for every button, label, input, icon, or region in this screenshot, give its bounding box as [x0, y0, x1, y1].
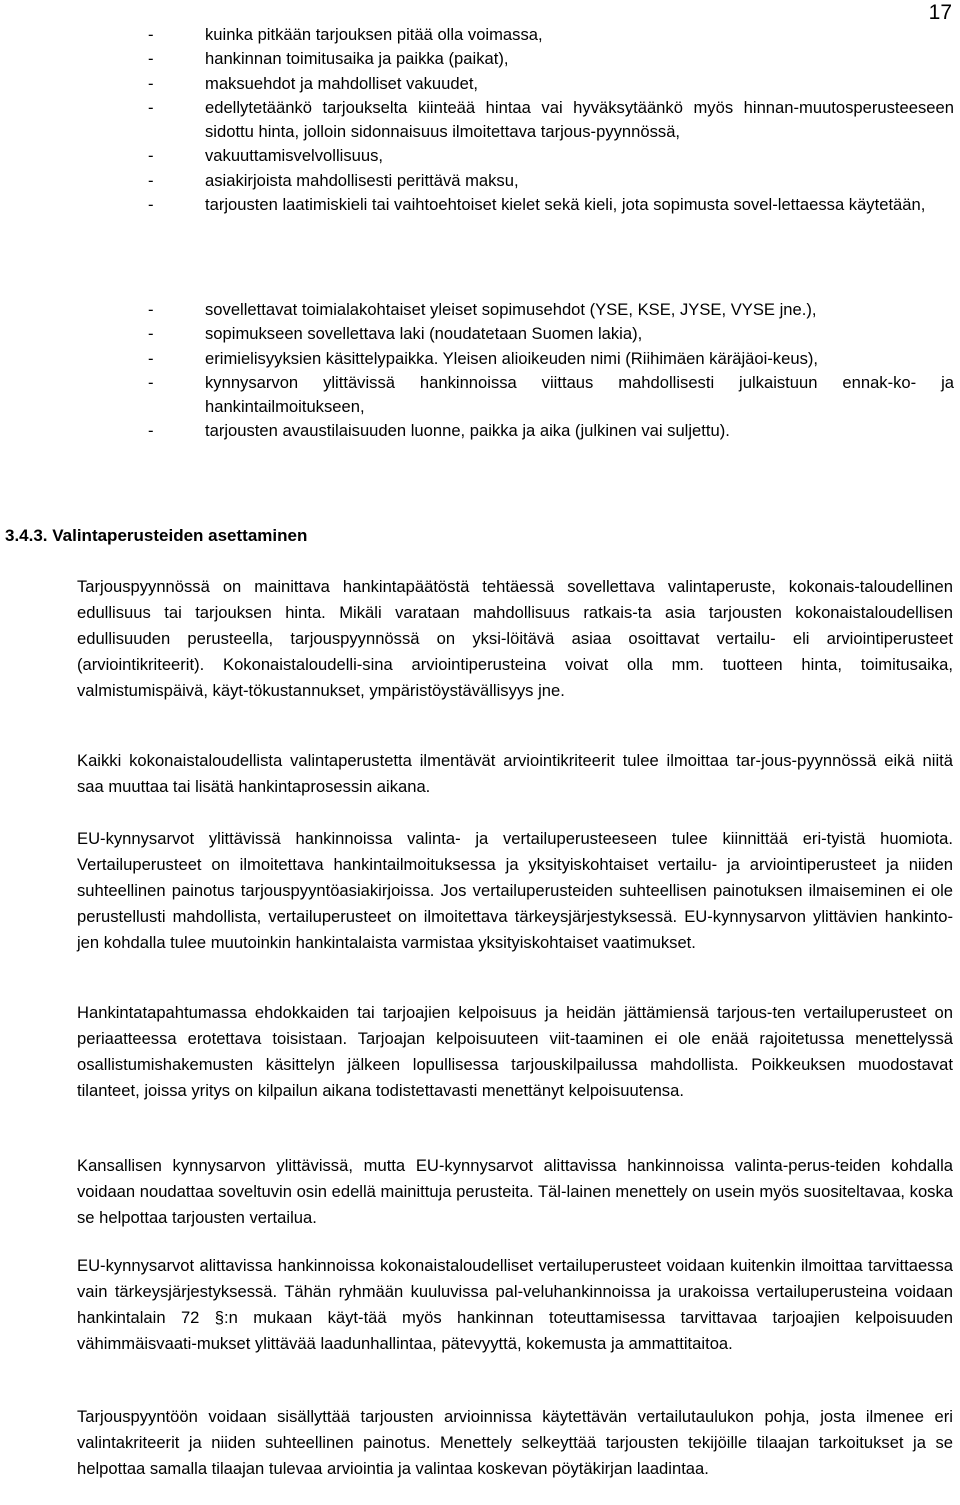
paragraph: Tarjouspyynnössä on mainittava hankintapäätöstä tehtäessä sovellettava valintaperuste, kokonais-taloudellinen edullisuus tai tarjouksen hinta. Mikäli varataan mahdollisuus ratkais-ta asia tarjousten kokonaistaloudellisen edullisuuden perusteella, tarjouspyynnössä on yksi-löitävä asiaa osoittavat vertailu- eli arviointiperusteet (arviointikriteerit). Kokonaistaloudelli-sina arviointiperusteina voivat olla mm. tuotteen hinta, toimitusaika, valmistumispäivä, käyt-tökustannukset, ympäristöystävällisyys jne. [77, 577, 953, 701]
paragraph: Hankintatapahtumassa ehdokkaiden tai tarjoajien kelpoisuus ja heidän jättämiensä tarjous-ten vertailuperusteet on periaatteessa erotettava toisistaan. Tarjoajan kelpoisuuteen viit-taaminen ei ole enää rajoitetussa menettelyssä osallistumishakemusten käsittelyn jälkeen lopullisessa tarjouskilpailussa mahdollista. Poikkeuksen muodostavat tilanteet, joissa yritys on kilpailun aikana todistettavasti menettänyt kelpoisuutensa. [77, 1003, 953, 1101]
list-item-text: maksuehdot ja mahdolliset vakuudet, [205, 73, 479, 93]
list-item-text: hankinnan toimitusaika ja paikka (paikat), [205, 49, 509, 69]
list-item-text: tarjousten laatimiskieli tai vaihtoehtoiset kielet sekä kieli, jota sopimusta sovel-lettaessa käytetään, [205, 195, 926, 215]
list-dash: - [148, 300, 154, 319]
list-item [148, 347, 954, 371]
list-item-text: sovellettavat toimialakohtaiset yleiset sopimusehdot (YSE, KSE, JYSE, VYSE jne.), [205, 300, 817, 319]
list-item [148, 419, 954, 443]
list-item-text: sopimukseen sovellettava laki (noudatetaan Suomen lakia), [205, 324, 643, 344]
list-item [148, 23, 954, 47]
list-item-text: vakuuttamisvelvollisuus, [205, 146, 383, 166]
list-dash: - [148, 195, 154, 215]
list-dash: - [148, 324, 154, 344]
list-item [148, 298, 954, 322]
list-item [148, 371, 954, 420]
list-dash: - [148, 348, 154, 368]
page-number: 17 [928, 1, 952, 24]
list-item-text: tarjousten avaustilaisuuden luonne, paikka ja aika (julkinen vai suljettu). [205, 421, 730, 441]
list-item-text: kynnysarvon ylittävissä hankinnoissa viittaus mahdollisesti julkaistuun ennak-ko- ja hankintailmoitukseen, [205, 372, 954, 417]
paragraph: Kaikki kokonaistaloudellista valintaperustetta ilmentävät arviointikriteerit tulee ilmoittaa tar-jous-pyynnössä eikä niitä saa muuttaa tai lisätä hankintaprosessin aikana. [77, 751, 953, 797]
list-item [148, 72, 954, 96]
list-dash: - [148, 372, 154, 392]
paragraph: Kansallisen kynnysarvon ylittävissä, mutta EU-kynnysarvot alittavissa hankinnoissa valinta-perus-teiden kohdalla voidaan noudattaa soveltuvin osin edellä mainittuja perusteita. Täl-lainen menettely on usein myös suositeltavaa, koska se helpottaa tarjousten vertailua. [77, 1156, 953, 1228]
list-item [148, 169, 954, 193]
list-item [148, 193, 954, 217]
list-dash: - [148, 25, 154, 44]
paragraph: EU-kynnysarvot ylittävissä hankinnoissa valinta- ja vertailuperusteeseen tulee kiinnittää eri-tyistä huomiota. Vertailuperusteet on ilmoitettava hankintailmoituksessa ja yksityiskohtaiset vertailu- ja arviointiperusteet ja niiden suhteellinen painotus tarjouspyyntöasiakirjoissa. Jos vertailuperusteiden suhteellisen painotuksen ilmaiseminen ei ole perustellusti mahdollista, vertailuperusteet on ilmoitettava tärkeysjärjestyksessä. EU-kynnysarvon ylittävien hankinto-jen kohdalla tulee muutoinkin hankintalaista varmistaa yksityiskohtaiset vaatimukset. [77, 829, 953, 953]
paragraph: Tarjouspyyntöön voidaan sisällyttää tarjousten arvioinnissa käytettävän vertailutaulukon pohja, josta ilmenee eri valintakriteerit ja niiden suhteellinen painotus. Menettely selkeyttää tarjousten tekijöille tilaajan tarkoitukset ja se helpottaa samalla tilaajan tulevaa arviointia ja valintaa koskevan pöytäkirjan laadintaa. [77, 1407, 953, 1479]
list-dash: - [148, 73, 154, 93]
list-item-text: edellytetäänkö tarjoukselta kiinteää hintaa vai hyväksytäänkö myös hinnan-muutosperusteeseen sidottu hinta, jolloin sidonnaisuus ilmoitettava tarjous-pyynnössä, [205, 97, 954, 142]
list-item [148, 96, 954, 145]
list-dash: - [148, 146, 154, 166]
requirements-list-2 [148, 298, 954, 444]
list-item [148, 322, 954, 346]
list-item-text: kuinka pitkään tarjouksen pitää olla voimassa, [205, 25, 543, 44]
list-item-text: erimielisyyksien käsittelypaikka. Yleisen alioikeuden nimi (Riihimäen käräjäoi-keus), [205, 348, 818, 368]
paragraph: EU-kynnysarvot alittavissa hankinnoissa kokonaistaloudelliset vertailuperusteet voidaan kuitenkin ilmoittaa tarvittaessa vain tärkeysjärjestyksessä. Tähän ryhmään kuuluvissa pal-veluhankinnoissa ja urakoissa vertailuperusteina voidaan hankintalain 72 §:n mukaan käyt-tää myös hankinnan toteuttamisessa tarvittavaa tarjoajien kelpoisuuden vähimmäisvaati-mukset ylittävää laadunhallintaa, pätevyyttä, kokemusta ja ammattitaitoa. [77, 1256, 953, 1354]
requirements-list-1 [148, 23, 954, 217]
list-dash: - [148, 170, 154, 190]
list-item [148, 144, 954, 168]
section-heading: 3.4.3. Valintaperusteiden asettaminen [5, 526, 308, 545]
list-dash: - [148, 97, 154, 117]
list-dash: - [148, 421, 154, 441]
list-item [148, 47, 954, 71]
list-item-text: asiakirjoista mahdollisesti perittävä maksu, [205, 170, 519, 190]
list-dash: - [148, 49, 154, 69]
